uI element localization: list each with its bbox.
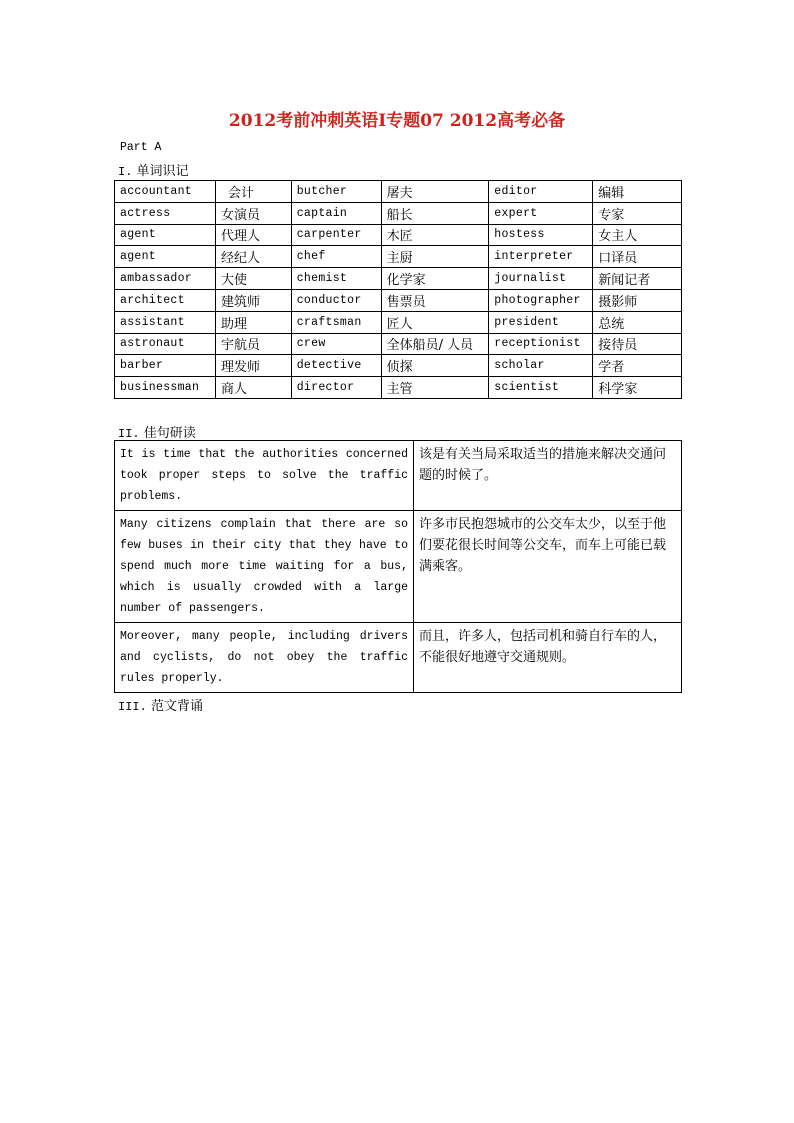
vocab-english-cell: expert [489, 202, 593, 224]
vocab-row [115, 202, 682, 224]
section-2-title: 佳句研读 [143, 426, 196, 441]
vocab-english-cell: detective [291, 355, 381, 377]
sentences-table [114, 440, 682, 693]
vocab-row [115, 224, 682, 246]
vocab-row [115, 246, 682, 268]
vocab-chinese-cell: 代理人 [215, 224, 291, 246]
vocab-english-cell: ambassador [115, 268, 216, 290]
vocab-english-cell: captain [291, 202, 381, 224]
vocab-chinese-cell: 助理 [215, 311, 291, 333]
vocab-chinese-cell: 全体船员/ 人员 [381, 333, 489, 355]
vocab-english-cell: receptionist [489, 333, 593, 355]
vocab-english-cell: interpreter [489, 246, 593, 268]
vocab-row [115, 181, 682, 203]
vocab-chinese-cell: 接待员 [593, 333, 682, 355]
vocab-english-cell: actress [115, 202, 216, 224]
vocab-english-cell: photographer [489, 289, 593, 311]
vocab-row [115, 333, 682, 355]
vocab-chinese-cell: 科学家 [593, 377, 682, 399]
section-2-numeral: II. [118, 427, 140, 441]
vocab-chinese-cell: 化学家 [381, 268, 489, 290]
vocab-chinese-cell: 女演员 [215, 202, 291, 224]
vocab-english-cell: hostess [489, 224, 593, 246]
vocab-english-cell: astronaut [115, 333, 216, 355]
vocab-chinese-cell: 售票员 [381, 289, 489, 311]
vocab-chinese-cell: 新闻记者 [593, 268, 682, 290]
vocab-english-cell: craftsman [291, 311, 381, 333]
vocab-row [115, 268, 682, 290]
vocab-chinese-cell: 女主人 [593, 224, 682, 246]
vocab-english-cell: scientist [489, 377, 593, 399]
vocab-english-cell: crew [291, 333, 381, 355]
sentence-row [115, 441, 682, 511]
section-3-numeral: III. [118, 700, 147, 714]
vocab-chinese-cell: 侦探 [381, 355, 489, 377]
vocab-chinese-cell: 主管 [381, 377, 489, 399]
vocab-english-cell: agent [115, 224, 216, 246]
vocab-chinese-cell: 屠夫 [381, 181, 489, 203]
vocab-english-cell: president [489, 311, 593, 333]
vocab-chinese-cell: 建筑师 [215, 289, 291, 311]
vocab-chinese-cell: 匠人 [381, 311, 489, 333]
part-label: Part A [120, 141, 162, 154]
sentence-english-cell: It is time that the authorities concerned took proper steps to solve the traffic problems. [115, 441, 414, 511]
section-1-numeral: I. [118, 165, 133, 179]
vocab-english-cell: architect [115, 289, 216, 311]
section-3-heading [118, 695, 203, 714]
vocabulary-table [114, 180, 682, 399]
vocab-english-cell: conductor [291, 289, 381, 311]
vocab-chinese-cell: 编辑 [593, 181, 682, 203]
vocab-english-cell: editor [489, 181, 593, 203]
vocab-english-cell: barber [115, 355, 216, 377]
vocab-english-cell: chef [291, 246, 381, 268]
vocab-english-cell: assistant [115, 311, 216, 333]
sentence-english-cell: Many citizens complain that there are so few buses in their city that they have to spend much more time waiting for a bus, which is usually crowded with a large number of passengers. [115, 511, 414, 623]
vocab-english-cell: businessman [115, 377, 216, 399]
vocab-chinese-cell: 商人 [215, 377, 291, 399]
vocab-chinese-cell: 口译员 [593, 246, 682, 268]
vocab-english-cell: chemist [291, 268, 381, 290]
vocab-english-cell: journalist [489, 268, 593, 290]
section-3-title: 范文背诵 [150, 699, 203, 714]
vocab-english-cell: butcher [291, 181, 381, 203]
vocab-chinese-cell: 会计 [215, 181, 291, 203]
vocab-chinese-cell: 大使 [215, 268, 291, 290]
vocab-english-cell: agent [115, 246, 216, 268]
section-1-title: 单词识记 [136, 164, 189, 179]
sentence-row [115, 623, 682, 693]
page-title: 2012考前冲刺英语Ⅰ专题07 2012高考必备 [228, 111, 566, 131]
sentence-chinese-cell: 许多市民抱怨城市的公交车太少，以至于他们要花很长时间等公交车，而车上可能已载满乘客。 [414, 511, 682, 623]
vocab-chinese-cell: 摄影师 [593, 289, 682, 311]
vocab-chinese-cell: 专家 [593, 202, 682, 224]
vocab-row [115, 355, 682, 377]
vocab-english-cell: director [291, 377, 381, 399]
vocab-chinese-cell: 主厨 [381, 246, 489, 268]
section-2-heading [118, 422, 196, 441]
vocab-chinese-cell: 学者 [593, 355, 682, 377]
vocab-chinese-cell: 船长 [381, 202, 489, 224]
vocab-english-cell: carpenter [291, 224, 381, 246]
sentence-chinese-cell: 而且，许多人，包括司机和骑自行车的人，不能很好地遵守交通规则。 [414, 623, 682, 693]
section-1-heading [118, 160, 189, 179]
sentence-chinese-cell: 该是有关当局采取适当的措施来解决交通问题的时候了。 [414, 441, 682, 511]
vocab-chinese-cell: 经纪人 [215, 246, 291, 268]
sentence-english-cell: Moreover, many people, including drivers and cyclists, do not obey the traffic rules properly. [115, 623, 414, 693]
sentence-row [115, 511, 682, 623]
vocab-chinese-cell: 木匠 [381, 224, 489, 246]
vocab-chinese-cell: 理发师 [215, 355, 291, 377]
vocab-row [115, 311, 682, 333]
vocab-english-cell: accountant [115, 181, 216, 203]
vocab-chinese-cell: 总统 [593, 311, 682, 333]
vocab-english-cell: scholar [489, 355, 593, 377]
vocab-row [115, 377, 682, 399]
vocab-chinese-cell: 宇航员 [215, 333, 291, 355]
vocab-row [115, 289, 682, 311]
